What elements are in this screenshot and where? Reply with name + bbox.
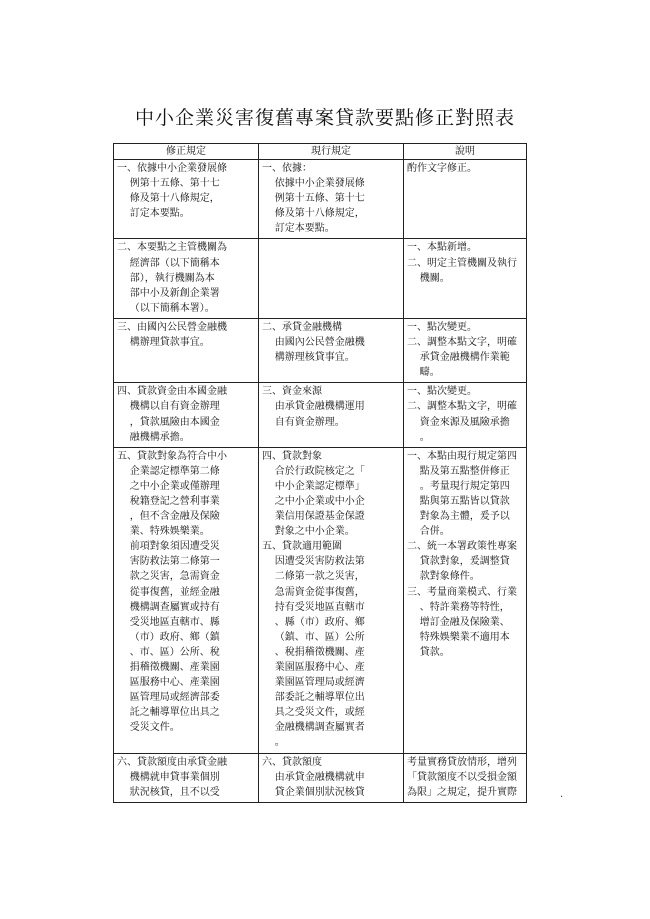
cell-note: 一、點次變更。 二、調整本點文字，明確 資金來源及風險承擔 。 <box>404 383 527 447</box>
cell-current: 三、資金來源 由承貸金融機構運用 自有資金辦理。 <box>259 383 404 447</box>
cell-revised: 六、貸款額度由承貸金融 機構就申貸事業個別 狀況核貸，且不以受 <box>114 753 259 802</box>
cell-revised: 一、依據中小企業發展條 例第十五條、第十七 條及第十八條規定， 訂定本要點。 <box>114 160 259 239</box>
table-row <box>114 383 527 447</box>
cell-revised: 二、本要點之主管機關為 經濟部（以下簡稱本 部），執行機關為本 部中小及新創企業署 （以下簡稱本署）。 <box>114 239 259 318</box>
cell-current: 一、依據： 依據中小企業發展條 例第十五條、第十七 條及第十八條規定， 訂定本要點。 <box>259 160 404 239</box>
cell-revised: 五、貸款對象為符合中小 企業認定標準第二條 之中小企業或僅辦理 稅籍登記之營利事業 ，但不含金融及保險 業、特殊娛樂業。 前項對象須因遭受災 害防救法第二條第一 款之災害，急需資金 從事復舊，並經金融 機構調查屬實或持有 受災地區直轄市、縣 （市）政府、鄉（鎮 、市、區）公所、稅 捐稽徵機關、產業園 區服務中心、產業園 區管理局或經濟部委 託之輔導單位出具之 受災文件。 <box>114 447 259 753</box>
cell-note: 一、點次變更。 二、調整本點文字，明確 承貸金融機構作業範 疇。 <box>404 318 527 382</box>
table-row <box>114 160 527 239</box>
cell-current: 六、貸款額度 由承貸金融機構就申 貸企業個別狀況核貸 <box>259 753 404 802</box>
header-current: 現行規定 <box>259 144 404 160</box>
cell-current <box>259 239 404 318</box>
cell-note: 一、本點新增。 二、明定主管機關及執行 機關。 <box>404 239 527 318</box>
table-row <box>114 447 527 753</box>
table-row <box>114 239 527 318</box>
cell-note: 酌作文字修正。 <box>404 160 527 239</box>
cell-revised: 三、由國內公民營金融機 構辦理貸款事宜。 <box>114 318 259 382</box>
document-title: 中小企業災害復舊專案貸款要點修正對照表 <box>134 107 515 129</box>
scan-speck: · <box>560 792 564 803</box>
comparison-table <box>113 143 527 803</box>
cell-current: 四、貸款對象 合於行政院核定之「 中小企業認定標準」 之中小企業或中小企 業信用保證基金保證 對象之中小企業。 五、貸款適用範圍 因遭受災害防救法第 二條第一款之災害， 急需資金從事復舊， 持有受災地區直轄市 、縣（市）政府、鄉 （鎮、市、區）公所 、稅捐稽徵機關、產 業園區服務中心、產 業園區管理局或經濟 部委託之輔導單位出 具之受災文件，或經 金融機構調查屬實者 。 <box>259 447 404 753</box>
header-revised: 修正規定 <box>114 144 259 160</box>
cell-note: 考量實務貸放情形，增列 「貸款額度不以受損金額 為限」之規定，提升實際 <box>404 753 527 802</box>
table-row <box>114 318 527 382</box>
header-note: 說明 <box>404 144 527 160</box>
cell-note: 一、本點由現行規定第四 點及第五點整併修正 。考量現行規定第四 點與第五點皆以貸款 對象為主體，爰予以 合併。 二、統一本署政策性專案 貸款對象，爰調整貸 款對象條件。 三、考量商業模式、行業 、特許業務等特性， 增訂金融及保險業、 特殊娛樂業不適用本 貸款。 <box>404 447 527 753</box>
cell-revised: 四、貸款資金由本國金融 機構以自有資金辦理 ，貸款風險由本國金 融機構承擔。 <box>114 383 259 447</box>
cell-current: 二、承貸金融機構 由國內公民營金融機 構辦理核貸事宜。 <box>259 318 404 382</box>
table-row <box>114 753 527 802</box>
table-header-row <box>114 144 527 160</box>
